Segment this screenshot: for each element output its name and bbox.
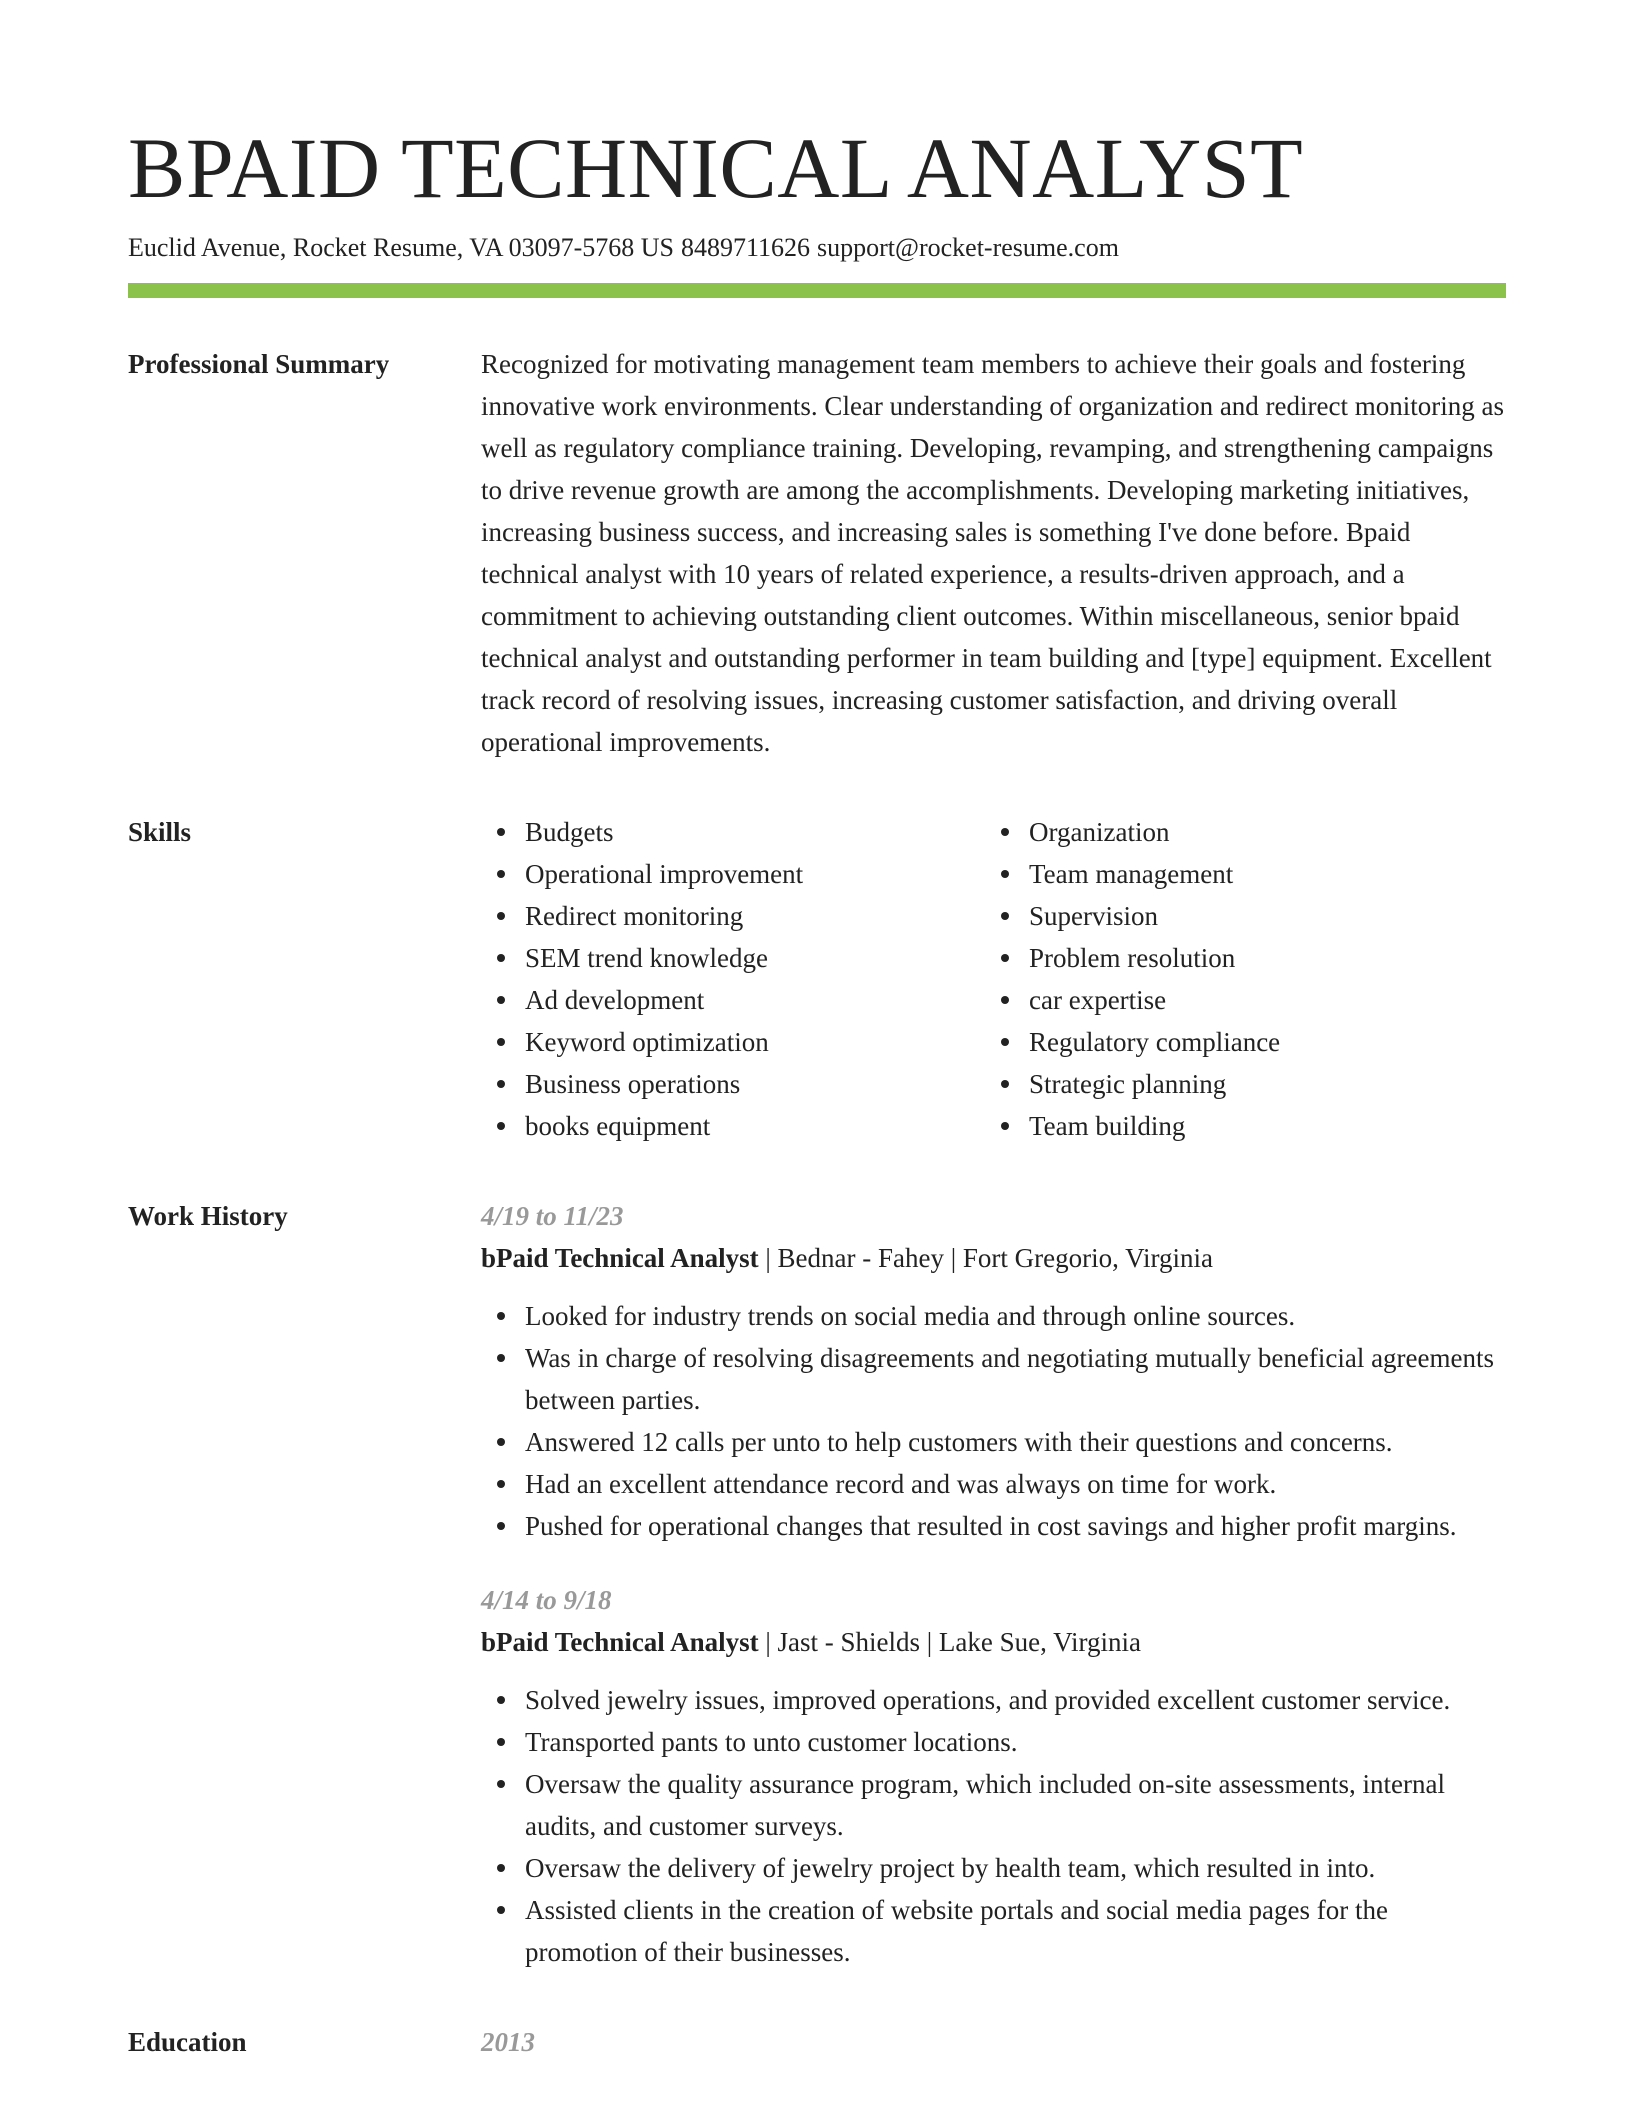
job-title: bPaid Technical Analyst: [481, 1627, 759, 1657]
job-bullet: Answered 12 calls per unto to help customers with their questions and concerns.: [481, 1421, 1506, 1463]
section-label-education: Education: [128, 2027, 247, 2057]
skill-item: Ad development: [481, 979, 985, 1021]
skill-item: Operational improvement: [481, 853, 985, 895]
skill-item: Business operations: [481, 1063, 985, 1105]
education-section: [128, 2021, 1506, 2063]
skills-section: [128, 811, 1506, 1147]
skill-item: Team building: [985, 1105, 1489, 1147]
skill-item: Team management: [985, 853, 1489, 895]
job-details: | Jast - Shields | Lake Sue, Virginia: [758, 1627, 1141, 1657]
job-bullet: Had an excellent attendance record and was always on time for work.: [481, 1463, 1506, 1505]
job-entry: [481, 1579, 1506, 1973]
phone: 8489711626: [680, 233, 811, 262]
job-bullets: [481, 1679, 1506, 1973]
section-label-skills: Skills: [128, 817, 192, 847]
address: Euclid Avenue, Rocket Resume, VA 03097-5768 US: [128, 233, 674, 262]
resume-page: [128, 118, 1506, 2063]
work-history-section: [128, 1195, 1506, 1973]
job-bullet: Oversaw the delivery of jewelry project by health team, which resulted in into.: [481, 1847, 1506, 1889]
job-bullet: Oversaw the quality assurance program, which included on-site assessments, internal audits, and customer surveys.: [481, 1763, 1506, 1847]
job-dates: 4/14 to 9/18: [481, 1585, 612, 1615]
skill-item: Supervision: [985, 895, 1489, 937]
skills-list-right: [985, 811, 1489, 1147]
job-heading: [481, 1237, 1506, 1279]
skill-item: Organization: [985, 811, 1489, 853]
summary-text: Recognized for motivating management team members to achieve their goals and fostering innovative work environments. Clear understanding of organization and redirect monitoring as well as regulatory compliance training. Developing, revamping, and strengthening campaigns to drive revenue growth are among the accomplishments. Developing marketing initiatives, increasing business success, and increasing sales is something I've done before. Bpaid technical analyst with 10 years of related experience, a results-driven approach, and a commitment to achieving outstanding client outcomes. Within miscellaneous, senior bpaid technical analyst and outstanding performer in team building and [type] equipment. Excellent track record of resolving issues, increasing customer satisfaction, and driving overall operational improvements.: [481, 349, 1504, 757]
job-bullets: [481, 1295, 1506, 1547]
job-entry: [481, 1195, 1506, 1547]
job-heading: [481, 1621, 1506, 1663]
job-bullet: Assisted clients in the creation of website portals and social media pages for the promotion of their businesses.: [481, 1889, 1506, 1973]
job-bullet: Looked for industry trends on social media and through online sources.: [481, 1295, 1506, 1337]
skill-item: SEM trend knowledge: [481, 937, 985, 979]
skill-item: Problem resolution: [985, 937, 1489, 979]
skill-item: books equipment: [481, 1105, 985, 1147]
section-label-summary: Professional Summary: [128, 349, 390, 379]
job-bullet: Was in charge of resolving disagreements and negotiating mutually beneficial agreements between parties.: [481, 1337, 1506, 1421]
email: support@rocket-resume.com: [817, 233, 1119, 262]
job-bullet: Transported pants to unto customer locations.: [481, 1721, 1506, 1763]
job-bullet: Solved jewelry issues, improved operations, and provided excellent customer service.: [481, 1679, 1506, 1721]
skill-item: Strategic planning: [985, 1063, 1489, 1105]
skill-item: Keyword optimization: [481, 1021, 985, 1063]
skills-list-left: [481, 811, 985, 1147]
job-details: | Bednar - Fahey | Fort Gregorio, Virginia: [758, 1243, 1213, 1273]
job-bullet: Pushed for operational changes that resulted in cost savings and higher profit margins.: [481, 1505, 1506, 1547]
job-title: bPaid Technical Analyst: [481, 1243, 759, 1273]
summary-section: [128, 343, 1506, 763]
job-dates: 4/19 to 11/23: [481, 1201, 624, 1231]
skill-item: Budgets: [481, 811, 985, 853]
skill-item: car expertise: [985, 979, 1489, 1021]
candidate-name: BPAID TECHNICAL ANALYST: [128, 120, 1304, 216]
education-date: 2013: [481, 2027, 535, 2057]
section-label-work-history: Work History: [128, 1201, 288, 1231]
skill-item: Regulatory compliance: [985, 1021, 1489, 1063]
contact-line: [128, 230, 1506, 266]
header-divider: [128, 283, 1506, 298]
skill-item: Redirect monitoring: [481, 895, 985, 937]
